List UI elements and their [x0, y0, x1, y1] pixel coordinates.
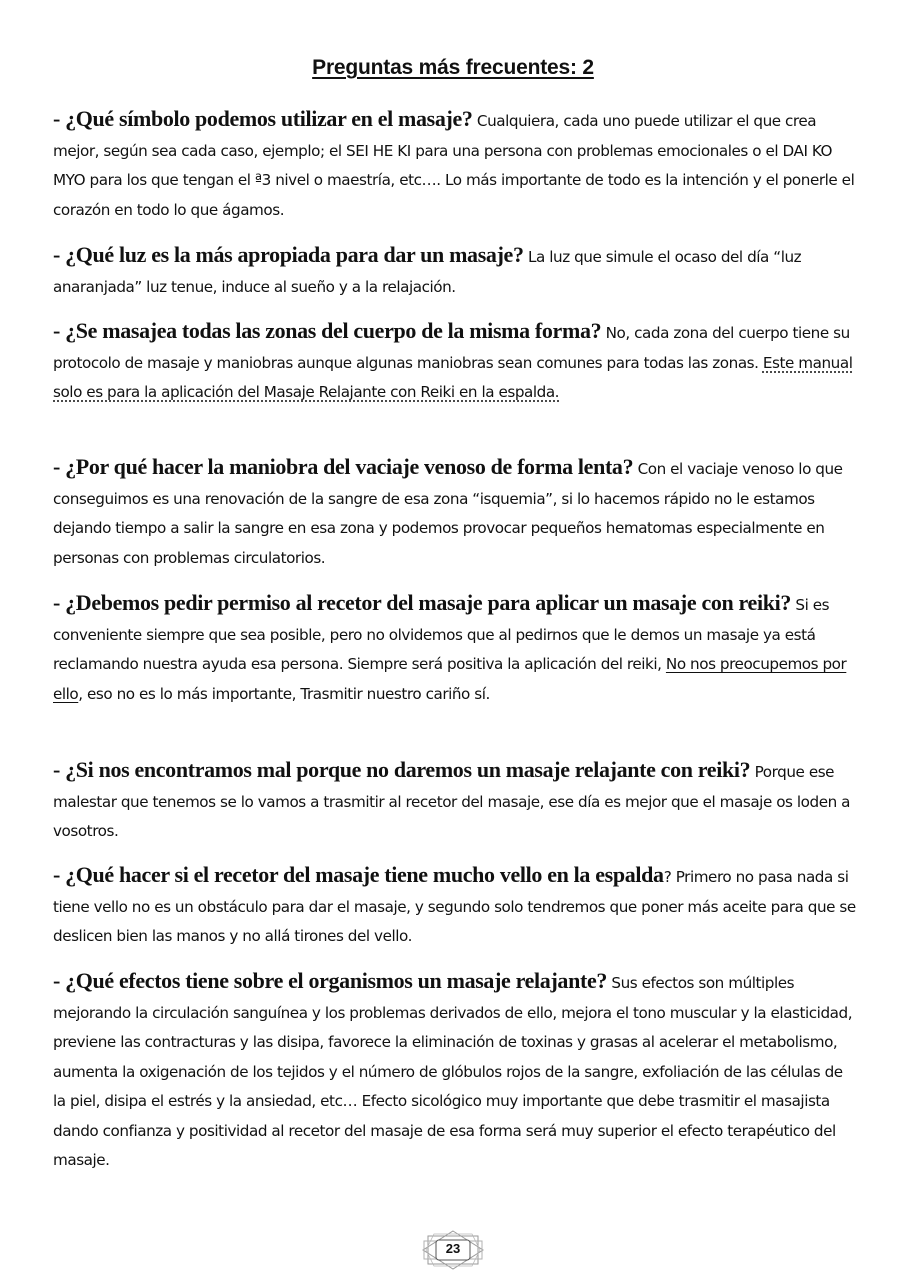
faq-item-venous-drainage [53, 452, 859, 573]
faq-answer: Cualquiera, cada uno puede utilizar el que crea mejor, según sea cada caso, ejemplo; el SEI HE KI para una persona con problemas emocionales o el DAI KO MYO para los que tengan el ª3 nivel o maestría, etc…. Lo más importante de todo es la intención y el ponerle el corazón en todo lo que ágamos. [53, 112, 855, 219]
faq-answer-continued: , eso no es lo más importante, Trasmitir nuestro cariño sí. [78, 684, 490, 703]
faq-answer: Si es conveniente siempre que sea posible, pero no olvidemos que al pedirnos que le demos un masaje ya está reclamando nuestra ayuda esa persona. Siempre será positiva la aplicación del reiki, [53, 596, 830, 673]
faq-question-mark: ? [663, 868, 672, 886]
faq-question: - ¿Qué efectos tiene sobre el organismos un masaje relajante? [53, 968, 608, 993]
faq-item-light [53, 240, 859, 302]
faq-answer-emphasis: No nos preocupemos por ello [53, 655, 847, 703]
faq-item-symbol [53, 104, 859, 225]
faq-question: - ¿Se masajea todas las zonas del cuerpo de la misma forma? [53, 318, 602, 343]
faq-question: - ¿Si nos encontramos mal porque no daremos un masaje relajante con reiki? [53, 757, 751, 782]
faq-question: - ¿Qué luz es la más apropiada para dar un masaje? [53, 242, 524, 267]
faq-answer: Sus efectos son múltiples mejorando la circulación sanguínea y los problemas derivados de ello, mejora el tono muscular y la elasticidad, previene las contracturas y las disipa, favorece la eliminación de toxinas y grasas al acelerar el metabolismo, aumenta la oxigenación de los tejidos y el número de glóbulos rojos de la sangre, exfoliación de las células de la piel, disipa el estrés y la ansiedad, etc… Efecto sicológico muy importante que debe trasmitir el masajista dando confianza y positividad al recetor del masaje de esa forma será muy superior el efecto terapéutico del masaje. [53, 974, 853, 1169]
faq-item-permission [53, 588, 859, 709]
faq-question: - ¿Por qué hacer la maniobra del vaciaje venoso de forma lenta? [53, 454, 634, 479]
faq-answer: Con el vaciaje venoso lo que conseguimos es una renovación de la sangre de esa zona “isquemia”, si lo hacemos rápido no le estamos dejando tiempo a salir la sangre en esa zona y podemos provocar pequeños hematomas especialmente en personas con problemas circulatorios. [53, 460, 843, 567]
page-title: Preguntas más frecuentes: 2 [312, 56, 594, 79]
faq-item-effects [53, 966, 859, 1176]
faq-item-feeling-unwell [53, 755, 859, 847]
faq-question: - ¿Qué símbolo podemos utilizar en el masaje? [53, 106, 473, 131]
faq-answer: Porque ese malestar que tenemos se lo vamos a trasmitir al recetor del masaje, ese día es mejor que el masaje os loden a vosotros. [53, 763, 851, 840]
faq-answer: No, cada zona del cuerpo tiene su protocolo de masaje y maniobras aunque algunas maniobras sean comunes para todas las zonas. [53, 324, 850, 372]
faq-question: - ¿Qué hacer si el recetor del masaje tiene mucho vello en la espalda [53, 862, 664, 887]
faq-answer: La luz que simule el ocaso del día “luz anaranjada” luz tenue, induce al sueño y a la relajación. [53, 248, 802, 296]
faq-answer: Primero no pasa nada si tiene vello no es un obstáculo para dar el masaje, y segundo solo tendremos que poner más aceite para que se deslicen bien las manos y no allá tirones del vello. [53, 868, 856, 945]
faq-answer-note: Este manual solo es para la aplicación del Masaje Relajante con Reiki en la espalda. [53, 353, 853, 401]
page-number: 23 [445, 1241, 461, 1256]
faq-question: - ¿Debemos pedir permiso al recetor del masaje para aplicar un masaje con reiki? [53, 590, 792, 615]
page-number-ornament [422, 1230, 484, 1270]
faq-item-body-hair [53, 860, 859, 952]
faq-item-body-zones [53, 316, 859, 408]
